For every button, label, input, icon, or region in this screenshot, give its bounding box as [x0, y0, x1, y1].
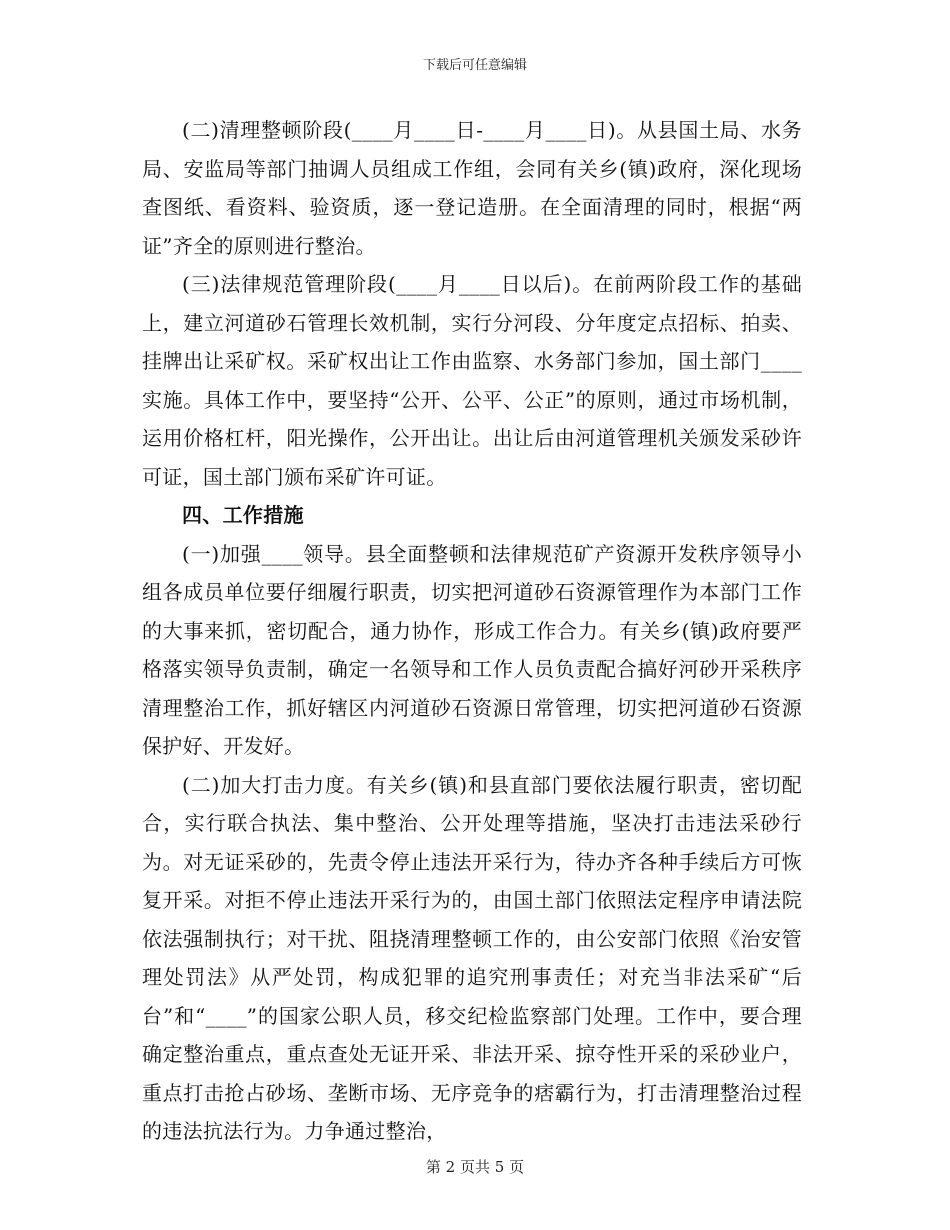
section-heading-work-measures: 四、工作措施	[182, 503, 304, 527]
paragraph-cleanup-stage: (二)清理整顿阶段(____月____日-____月____日)。从县国土局、水务局、安监局等部门抽调人员组成工作组，会同有关乡(镇)政府，深化现场查图纸、看资料、验资质，逐一登记造册。在全面清理的同时，根据“两证”齐全的原则进行整治。	[142, 118, 802, 258]
paragraph-increase-crackdown: (二)加大打击力度。有关乡(镇)和县直部门要依法履行职责，密切配合，实行联合执法、集中整治、公开处理等措施，坚决打击违法采砂行为。对无证采砂的，先责令停止违法开采行为，待办齐各种手续后方可恢复开采。对拒不停止违法开采行为的，由国土部门依照法定程序申请法院依法强制执行；对干扰、阻挠清理整顿工作的，由公安部门依照《治安管理处罚法》从严处罚，构成犯罪的追究刑事责任；对充当非法采矿“后台”和“____”的国家公职人员，移交纪检监察部门处理。工作中，要合理确定整治重点，重点查处无证开采、非法开采、掠夺性开采的采砂业户，重点打击抢占砂场、垄断市场、无序竞争的痞霸行为，打击清理整治过程的违法抗法行为。力争通过整治，	[142, 772, 802, 1143]
page-header: 下载后可任意编辑	[422, 58, 527, 73]
document-body	[142, 111, 802, 1151]
page-footer: 第 2 页共 5 页	[425, 1158, 525, 1176]
paragraph-legal-management-stage: (三)法律规范管理阶段(____月____日以后)。在前两阶段工作的基础上，建立河道砂石管理长效机制，实行分河段、分年度定点招标、拍卖、挂牌出让采矿权。采矿权出让工作由监察、水务部门参加，国土部门____实施。具体工作中，要坚持“公开、公平、公正”的原则，通过市场机制，运用价格杠杆，阳光操作，公开出让。出让后由河道管理机关颁发采砂许可证，国土部门颁布采矿许可证。	[142, 272, 802, 489]
paragraph-strengthen-leadership: (一)加强____领导。县全面整顿和法律规范矿产资源开发秩序领导小组各成员单位要仔细履行职责，切实把河道砂石资源管理作为本部门工作的大事来抓，密切配合，通力协作，形成工作合力。有关乡(镇)政府要严格落实领导负责制，确定一名领导和工作人员负责配合搞好河砂开采秩序清理整治工作，抓好辖区内河道砂石资源日常管理，切实把河道砂石资源保护好、开发好。	[142, 541, 802, 758]
